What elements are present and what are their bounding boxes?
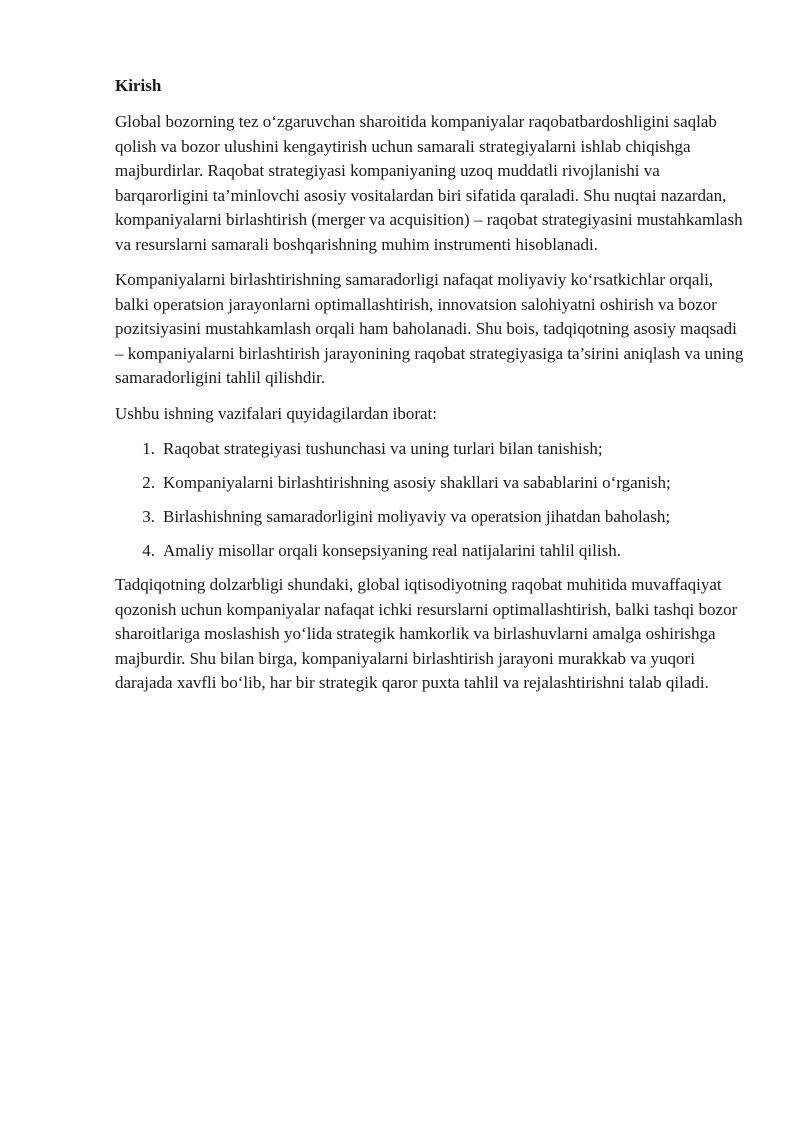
list-item (115, 539, 745, 563)
list-item-text: Raqobat strategiyasi tushunchasi va uning turlari bilan tanishish; (163, 439, 603, 458)
document-page (115, 74, 745, 707)
list-item-number: 3. (142, 507, 155, 526)
list-item-text: Birlashishning samaradorligini moliyaviy va operatsion jihatdan baholash; (163, 507, 671, 526)
intro-paragraph: Global bozorning tez o‘zgaruvchan sharoitida kompaniyalar raqobatbardoshligini saqlab qolish va bozor ulushini kengaytirish uchun samarali strategiyalarni ishlab chiqishga majburdirlar. Raqobat strategiyasi kompaniyaning uzoq muddatli rivojlanishi va barqarorligini ta’minlovchi asosiy vositalardan biri sifatida qaraladi. Shu nuqtai nazardan, kompaniyalarni birlashtirish (merger va acquisition) – raqobat strategiyasini mustahkamlash va resurslarni samarali boshqarishning muhim instrumenti hisoblanadi. (115, 112, 743, 254)
list-item-number: 1. (142, 439, 155, 458)
list-item (115, 437, 745, 461)
goal-paragraph: Kompaniyalarni birlashtirishning samaradorligi nafaqat moliyaviy ko‘rsatkichlar orqali, balki operatsion jarayonlarni optimallashtirish, innovatsion salohiyatni oshirish va bozor pozitsiyasini mustahkamlash orqali ham baholanadi. Shu bois, tadqiqotning asosiy maqsadi – kompaniyalarni birlashtirish jarayonining raqobat strategiyasiga ta’sirini aniqlash va uning samaradorligini tahlil qilishdir. (115, 270, 744, 387)
list-item-number: 2. (142, 473, 155, 492)
list-item-text: Amaliy misollar orqali konsepsiyaning real natijalarini tahlil qilish. (163, 541, 621, 560)
relevance-paragraph: Tadqiqotning dolzarbligi shundaki, global iqtisodiyotning raqobat muhitida muvaffaqiyat qozonish uchun kompaniyalar nafaqat ichki resurslarni optimallashtirish, balki tashqi bozor sharoitlariga moslashish yo‘lida strategik hamkorlik va birlashuvlarni amalga oshirishga majburdir. Shu bilan birga, kompaniyalarni birlashtirish jarayoni murakkab va yuqori darajada xavfli bo‘lib, har bir strategik qaror puxta tahlil va rejalashtirishni talab qiladi. (115, 575, 738, 692)
list-item (115, 505, 745, 529)
list-item-number: 4. (142, 541, 155, 560)
task-list (115, 437, 745, 563)
tasks-intro-paragraph: Ushbu ishning vazifalari quyidagilardan iborat: (115, 403, 437, 423)
section-heading: Kirish (115, 76, 162, 95)
list-item-text: Kompaniyalarni birlashtirishning asosiy shakllari va sabablarini o‘rganish; (163, 473, 671, 492)
list-item (115, 471, 745, 495)
